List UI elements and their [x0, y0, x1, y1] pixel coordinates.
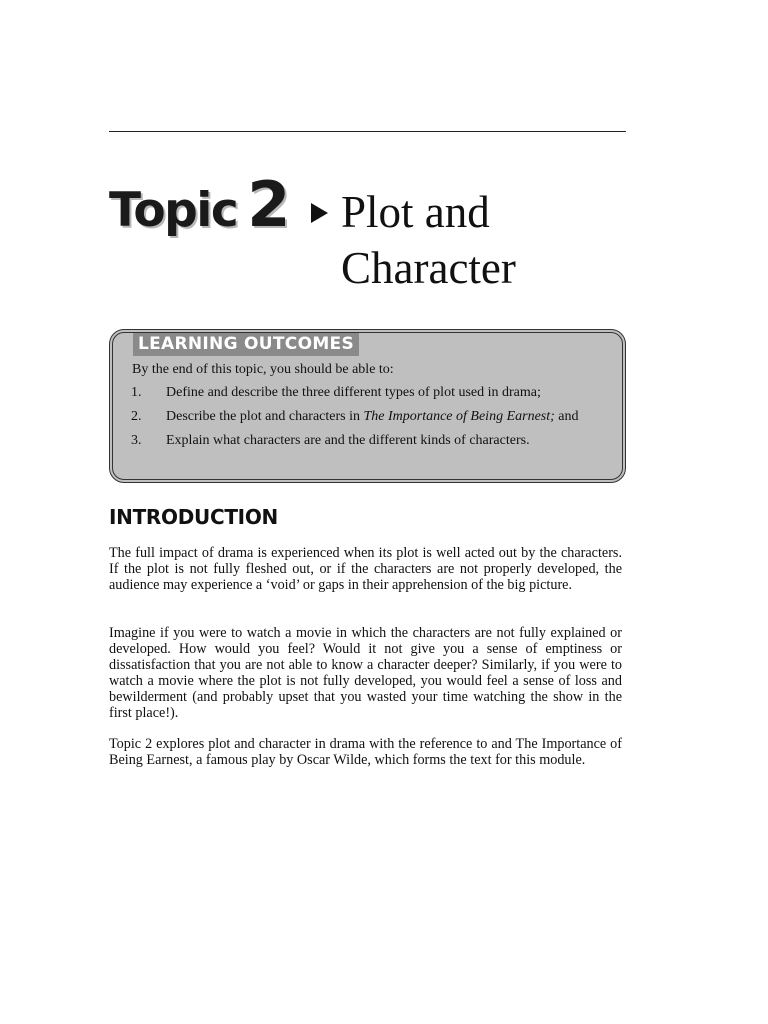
intro-paragraph-1: The full impact of drama is experienced when its plot is well acted out by the characters. If the plot is not fully fleshed out, or if the characters are not properly developed, the audience may experience a ‘void’ or gaps in their apprehension of the big picture. — [109, 545, 622, 593]
list-item-text: Define and describe the three different types of plot used in drama; — [166, 385, 541, 400]
list-item-number: 2. — [131, 409, 142, 424]
list-item — [131, 385, 611, 401]
list-item — [131, 433, 611, 449]
intro-paragraph-3: Topic 2 explores plot and character in drama with the reference to and The Importance of Being Earnest, a famous play by Oscar Wilde, which forms the text for this module. — [109, 736, 622, 768]
topic-number: 2 — [247, 168, 289, 241]
learning-outcomes-label: LEARNING OUTCOMES — [133, 333, 359, 356]
title-line-1: Plot and — [341, 187, 490, 237]
list-item-text-end: and — [554, 409, 579, 424]
page-title — [341, 184, 621, 296]
section-heading-introduction: INTRODUCTION — [109, 505, 278, 529]
topic-word: Topic — [109, 183, 238, 238]
play-title: The Importance of Being Earnest; — [363, 409, 555, 424]
list-item-text: Explain what characters are and the different kinds of characters. — [166, 433, 530, 448]
learning-outcomes-list — [131, 385, 611, 457]
topic-label — [109, 168, 289, 241]
learning-outcomes-lead: By the end of this topic, you should be able to: — [132, 362, 394, 377]
list-item-text: Describe the plot and characters in — [166, 409, 364, 424]
list-item-number: 3. — [131, 433, 142, 448]
list-item — [131, 409, 611, 425]
right-triangle-icon — [311, 203, 328, 223]
top-divider — [109, 131, 626, 132]
title-line-2: Character — [341, 243, 516, 293]
list-item-number: 1. — [131, 385, 142, 400]
intro-paragraph-2: Imagine if you were to watch a movie in which the characters are not fully explained or developed. How would you feel? Would it not give you a sense of emptiness or dissatisfaction that you are not able to know a character deeper? Similarly, if you were to watch a movie where the plot is not fully developed, you would feel a sense of loss and bewilderment (and probably upset that you wasted your time watching the show in the first place!). — [109, 625, 622, 721]
